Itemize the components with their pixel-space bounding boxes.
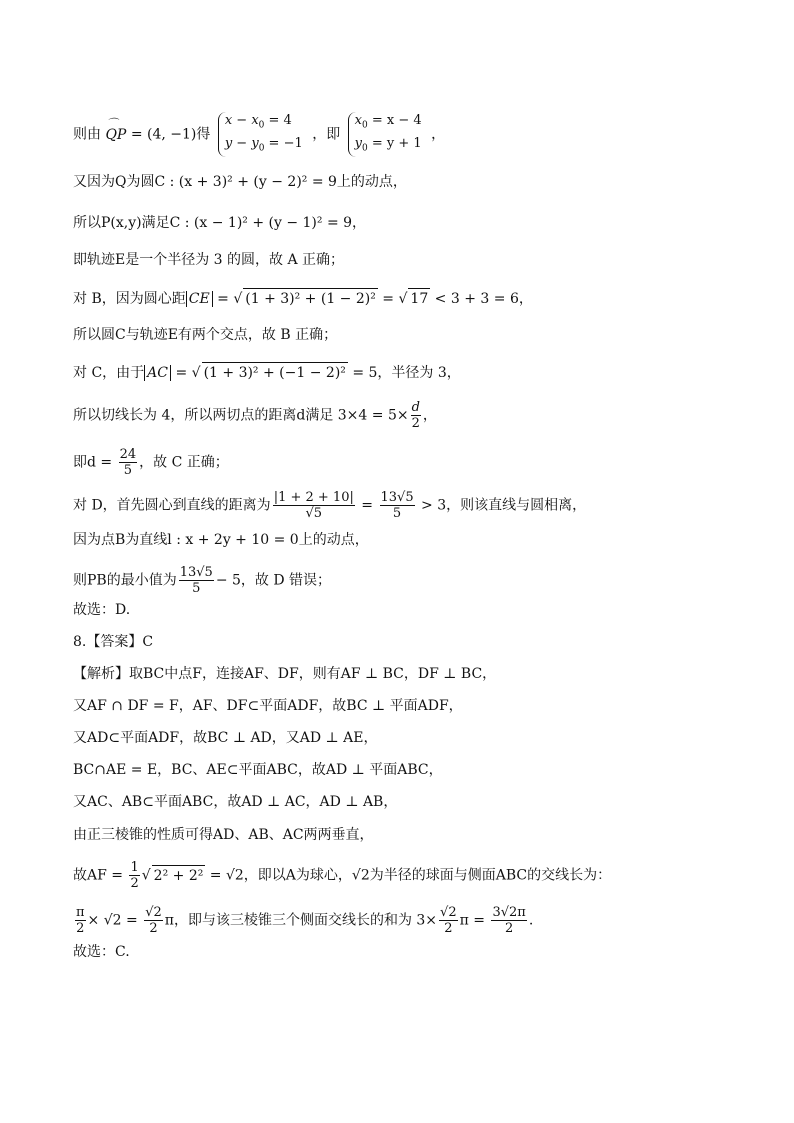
- denominator: 5: [192, 581, 201, 596]
- line-22: [73, 905, 533, 936]
- sub: 0: [362, 143, 368, 154]
- fraction: [119, 447, 138, 478]
- abs-ce: CE: [186, 291, 213, 307]
- vector-qp: ⌒ QP: [105, 125, 126, 145]
- numerator: π: [76, 905, 85, 920]
- sqrt-expr: 2² + 2²: [152, 865, 206, 886]
- eq: = −1: [264, 135, 303, 151]
- text: 对 B，因为圆心距: [73, 291, 186, 307]
- text: = 5，半径为 3，: [347, 365, 461, 381]
- line-23: 故选：C.: [73, 944, 130, 960]
- eq: = y + 1: [367, 135, 422, 151]
- text: ，故 C 正确；: [139, 454, 229, 471]
- numerator: 3√2π: [492, 905, 526, 920]
- numerator: √2: [440, 905, 457, 920]
- text: =: [377, 291, 399, 307]
- text: ，: [431, 126, 446, 143]
- text: 所以切线长为 4，所以两切点的距离d满足 3×4 = 5×: [73, 407, 409, 424]
- text: π =: [459, 912, 490, 929]
- denominator: 2: [505, 921, 514, 936]
- eq: = x − 4: [367, 113, 422, 128]
- sub: 0: [258, 120, 265, 131]
- equation-system-2: [348, 112, 424, 157]
- abs-ac: AC: [144, 365, 171, 381]
- text: = √2，即以A为球心，√2为半径的球面与侧面ABC的交线长为：: [205, 867, 612, 884]
- text: − 5，故 D 错误；: [215, 572, 332, 589]
- sqrt-expr: (1 + 3)² + (1 − 2)²: [243, 288, 378, 309]
- text: =: [356, 497, 378, 514]
- eq: y: [354, 135, 363, 151]
- fraction: [439, 905, 458, 936]
- numerator: d: [411, 400, 420, 415]
- denominator: √5: [305, 506, 323, 521]
- line-17: 又AD⊂平面ADF，故BC ⊥ AD，又AD ⊥ AE，: [73, 730, 378, 746]
- line-11: 因为点B为直线l : x + 2y + 10 = 0上的动点，: [73, 532, 369, 548]
- line-16: 又AF ∩ DF = F，AF、DF⊂平面ADF，故BC ⊥ 平面ADF，: [73, 698, 463, 714]
- fraction: [380, 490, 415, 521]
- fraction: [129, 860, 139, 891]
- line-7: 对 C，由于 AC = √ (1 + 3)² + (−1 − 2)² = 5，半径为 3，: [73, 362, 461, 383]
- numerator: |1 + 2 + 10|: [273, 490, 354, 505]
- denominator: 2: [149, 921, 158, 936]
- denominator: 2: [411, 416, 420, 431]
- numerator: 1: [130, 860, 139, 875]
- sqrt-expr: (1 + 3)² + (−1 − 2)²: [202, 362, 348, 383]
- line-18: BC∩AE = E，BC、AE⊂平面ABC，故AD ⊥ 平面ABC，: [73, 762, 443, 778]
- line-4: 即轨迹E是一个半径为 3 的圆，故 A 正确；: [73, 252, 345, 268]
- line-14: 8.【答案】C: [73, 634, 154, 650]
- fraction: [75, 905, 86, 936]
- line-20: 由正三棱锥的性质可得AD、AB、AC两两垂直，: [73, 827, 374, 843]
- fraction: [411, 400, 421, 431]
- line-12: [73, 565, 331, 596]
- text: 则由: [73, 126, 101, 143]
- numerator: √2: [145, 905, 162, 920]
- text: .: [528, 912, 534, 929]
- text: 对 D，首先圆心到直线的距离为: [73, 497, 271, 514]
- text: > 3，则该直线与圆相离，: [416, 497, 587, 514]
- denominator: 2: [130, 876, 139, 891]
- denominator: 5: [123, 463, 132, 478]
- eq: = 4: [264, 113, 292, 128]
- line-6: 所以圆C与轨迹E有两个交点，故 B 正确；: [73, 327, 338, 343]
- line-10: [73, 490, 586, 521]
- eq: y − y: [224, 135, 259, 151]
- sub: 0: [258, 143, 265, 154]
- text: 故AF =: [73, 867, 128, 884]
- text: π，即与该三棱锥三个侧面交线长的和为 3×: [164, 912, 438, 929]
- line-3: 所以P(x,y)满足C : (x − 1)² + (y − 1)² = 9，: [73, 215, 367, 231]
- eq: x − x: [224, 113, 259, 128]
- line-5: 对 B，因为圆心距 CE = √ (1 + 3)² + (1 − 2)² = √ 17 < 3 + 3 = 6，: [73, 288, 533, 309]
- text: 则PB的最小值为: [73, 572, 177, 589]
- sub: 0: [362, 120, 368, 131]
- text: < 3 + 3 = 6，: [430, 291, 533, 307]
- denominator: 5: [392, 506, 402, 521]
- line-21: 故AF = $\frac{1}{2}$ √ 2² + 2² = √2，即以A为球心，√2为半径的球面与侧面ABC的交线长为：: [73, 860, 612, 891]
- text: ，: [422, 407, 437, 424]
- text: = (4, −1)得: [130, 126, 211, 143]
- text: × √2 =: [87, 912, 143, 929]
- numerator: 13√5: [179, 565, 213, 580]
- line-13: 故选：D.: [73, 602, 131, 618]
- line-8: [73, 400, 437, 431]
- line-vector-system: [73, 112, 445, 157]
- denominator: 2: [444, 921, 453, 936]
- line-2: 又因为Q为圆C : (x + 3)² + (y − 2)² = 9上的动点，: [73, 174, 407, 190]
- text: ，即: [312, 126, 341, 143]
- text: =: [171, 365, 192, 381]
- line-15: 【解析】取BC中点F，连接AF、DF，则有AF ⊥ BC，DF ⊥ BC，: [73, 666, 497, 682]
- eq: x: [354, 113, 362, 128]
- fraction: [491, 905, 526, 936]
- text: =: [212, 291, 234, 307]
- text: 对 C，由于: [73, 365, 145, 381]
- line-19: 又AC、AB⊂平面ABC，故AD ⊥ AC，AD ⊥ AB，: [73, 794, 398, 810]
- numerator: 24: [119, 447, 137, 462]
- equation-system-1: [218, 112, 305, 157]
- line-9: [73, 447, 229, 478]
- fraction: [179, 565, 214, 596]
- fraction: [144, 905, 163, 936]
- text: 即d =: [73, 454, 117, 471]
- denominator: 2: [76, 921, 85, 936]
- fraction: [273, 490, 355, 521]
- numerator: 13√5: [380, 490, 414, 505]
- sqrt-17: 17: [408, 288, 430, 309]
